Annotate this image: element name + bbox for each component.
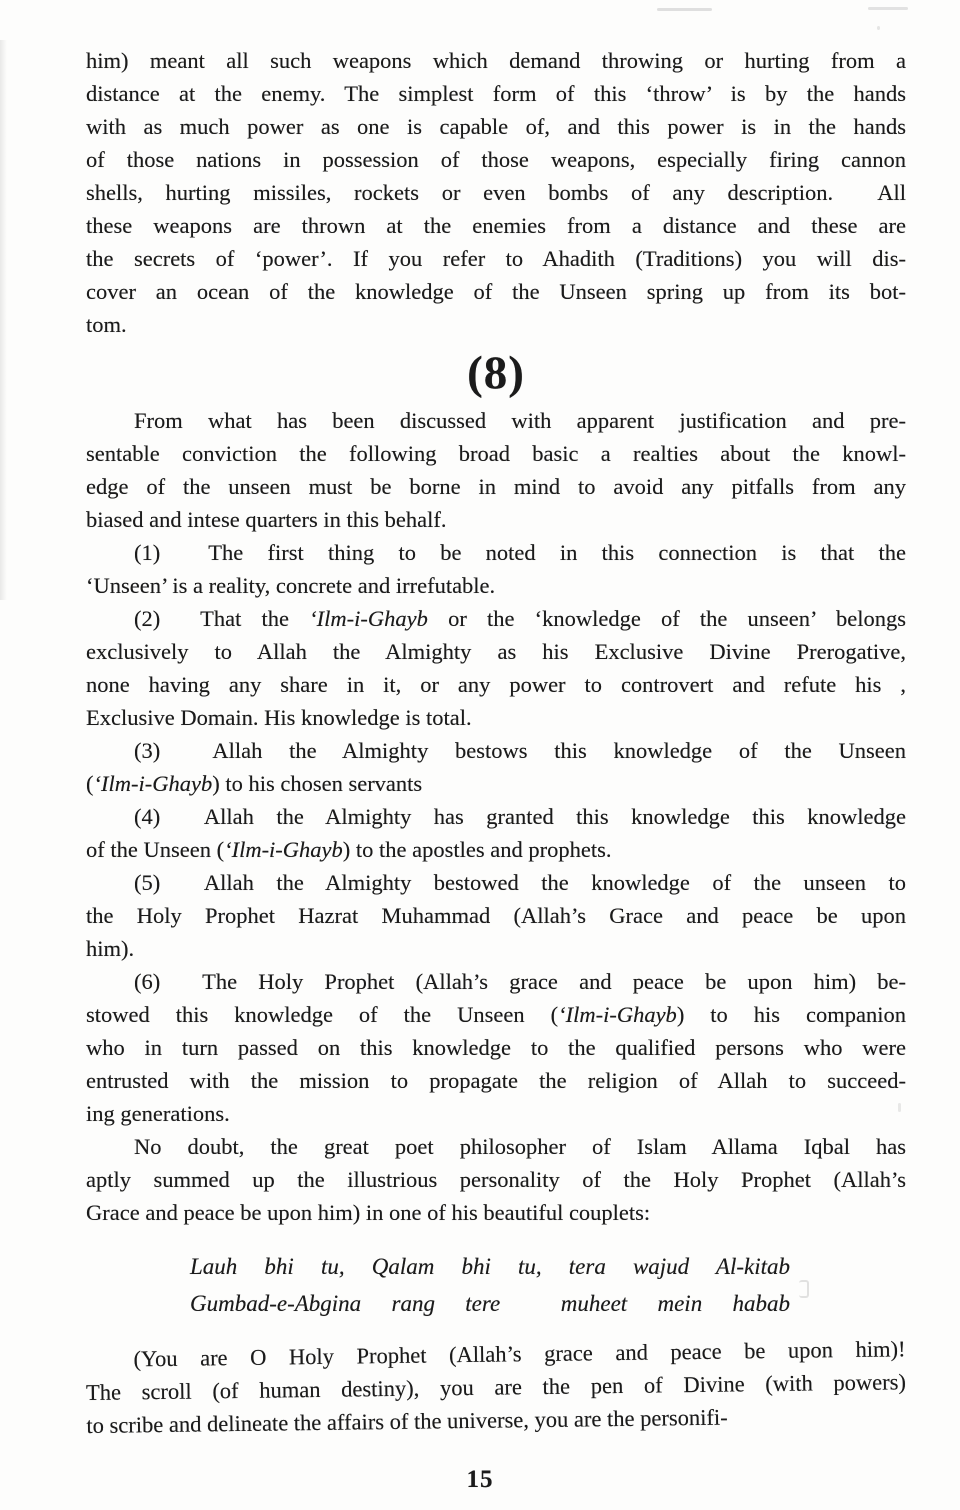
paragraph [86, 965, 906, 1130]
text-line: him) meant all such weapons which demand throwing or hurting from a [86, 48, 906, 73]
text-line: him). [86, 936, 135, 961]
text-line: Grace and peace be upon him) in one of his beautiful couplets: [86, 1200, 651, 1225]
text-line: ‘Unseen’ is a reality, concrete and irrefutable. [86, 573, 496, 598]
text-line: who in turn passed on this knowledge to the qualified persons who were [86, 1035, 906, 1060]
couplet [190, 1248, 790, 1322]
text-line: (1) The first thing to be noted in this connection is that the [134, 540, 906, 565]
text-line: biased and intese quarters in this behalf. [86, 507, 447, 532]
text-line: The scroll (of human destiny), you are the pen of Divine (with powers) [85, 1369, 907, 1405]
text-line: aptly summed up the illustrious personality of the Holy Prophet (Allah’s [86, 1167, 906, 1192]
scan-artifact [877, 26, 880, 30]
italic-term: ‘Ilm-i-Ghayb [309, 606, 428, 631]
paragraph [86, 800, 906, 866]
text-line: (5) Allah the Almighty bestowed the knowledge of the unseen to [134, 870, 906, 895]
text-line: sentable conviction the following broad basic a realties about the knowl- [86, 441, 906, 466]
italic-term: ‘Ilm-i-Ghayb [224, 837, 343, 862]
section-heading: (8) [467, 347, 525, 399]
paragraph [86, 734, 906, 800]
text-line: ing generations. [86, 1101, 230, 1126]
text-line: with as much power as one is capable of, and this power is in the hands [86, 114, 906, 139]
text-line: these weapons are thrown at the enemies from a distance and these are [86, 213, 906, 238]
text-line: No doubt, the great poet philosopher of Islam Allama Iqbal has [134, 1134, 906, 1159]
scan-artifact [657, 8, 712, 11]
text-line: tom. [86, 312, 127, 337]
paragraph [86, 1130, 906, 1229]
text-line: the secrets of ‘power’. If you refer to Ahadith (Traditions) you will dis- [86, 246, 906, 271]
text-line: (3) Allah the Almighty bestows this knowledge of the Unseen [134, 738, 906, 763]
text-line: stowed this knowledge of the Unseen (‘Ilm-i-Ghayb) to his companion [86, 1002, 906, 1027]
text-line: exclusively to Allah the Almighty as his Exclusive Divine Prerogative, [86, 639, 906, 664]
scan-edge-shadow [0, 40, 7, 600]
italic-term: ‘Ilm-i-Ghayb [558, 1002, 677, 1027]
page-number: 15 [466, 1466, 494, 1493]
text-line: of the Unseen (‘Ilm-i-Ghayb) to the apostles and prophets. [86, 837, 612, 862]
text-line: to scribe and delineate the affairs of the universe, you are the personifi- [86, 1404, 728, 1438]
paragraph [86, 44, 906, 341]
paragraph [86, 536, 906, 602]
text-line: cover an ocean of the knowledge of the Unseen spring up from its bot- [86, 279, 906, 304]
text-line: edge of the unseen must be borne in mind to avoid any pitfalls from any [86, 474, 906, 499]
text-line: (2) That the ‘Ilm-i-Ghayb or the ‘knowledge of the unseen’ belongs [134, 606, 906, 631]
text-line: Gumbad-e-Abgina rang tere muheet mein habab [190, 1291, 790, 1316]
text-line: none having any share in it, or any power to controvert and refute his , [86, 672, 906, 697]
text-line: shells, hurting missiles, rockets or even bombs of any description. All [86, 180, 906, 205]
paragraph [86, 866, 906, 965]
text-line: From what has been discussed with apparent justification and pre- [134, 408, 906, 433]
text-line: Lauh bhi tu, Qalam bhi tu, tera wajud Al-kitab [190, 1254, 790, 1279]
text-line: (You are O Holy Prophet (Allah’s grace and peace be upon him)! [133, 1336, 906, 1372]
paragraph [86, 404, 906, 536]
text-line: (4) Allah the Almighty has granted this knowledge this knowledge [134, 804, 906, 829]
paragraph [85, 1332, 906, 1442]
paragraph [86, 602, 906, 734]
text-line: Exclusive Domain. His knowledge is total. [86, 705, 472, 730]
text-line: distance at the enemy. The simplest form of this ‘throw’ is by the hands [86, 81, 906, 106]
text-line: (‘Ilm-i-Ghayb) to his chosen servants [86, 771, 423, 796]
text-line: (6) The Holy Prophet (Allah’s grace and peace be upon him) be- [134, 969, 906, 994]
page-content [86, 44, 906, 1442]
italic-term: ‘Ilm-i-Ghayb [93, 771, 213, 796]
text-line: of those nations in possession of those weapons, especially firing cannon [86, 147, 906, 172]
text-line: entrusted with the mission to propagate the religion of Allah to succeed- [86, 1068, 906, 1093]
scan-artifact [868, 7, 908, 10]
text-line: the Holy Prophet Hazrat Muhammad (Allah’s Grace and peace be upon [86, 903, 906, 928]
